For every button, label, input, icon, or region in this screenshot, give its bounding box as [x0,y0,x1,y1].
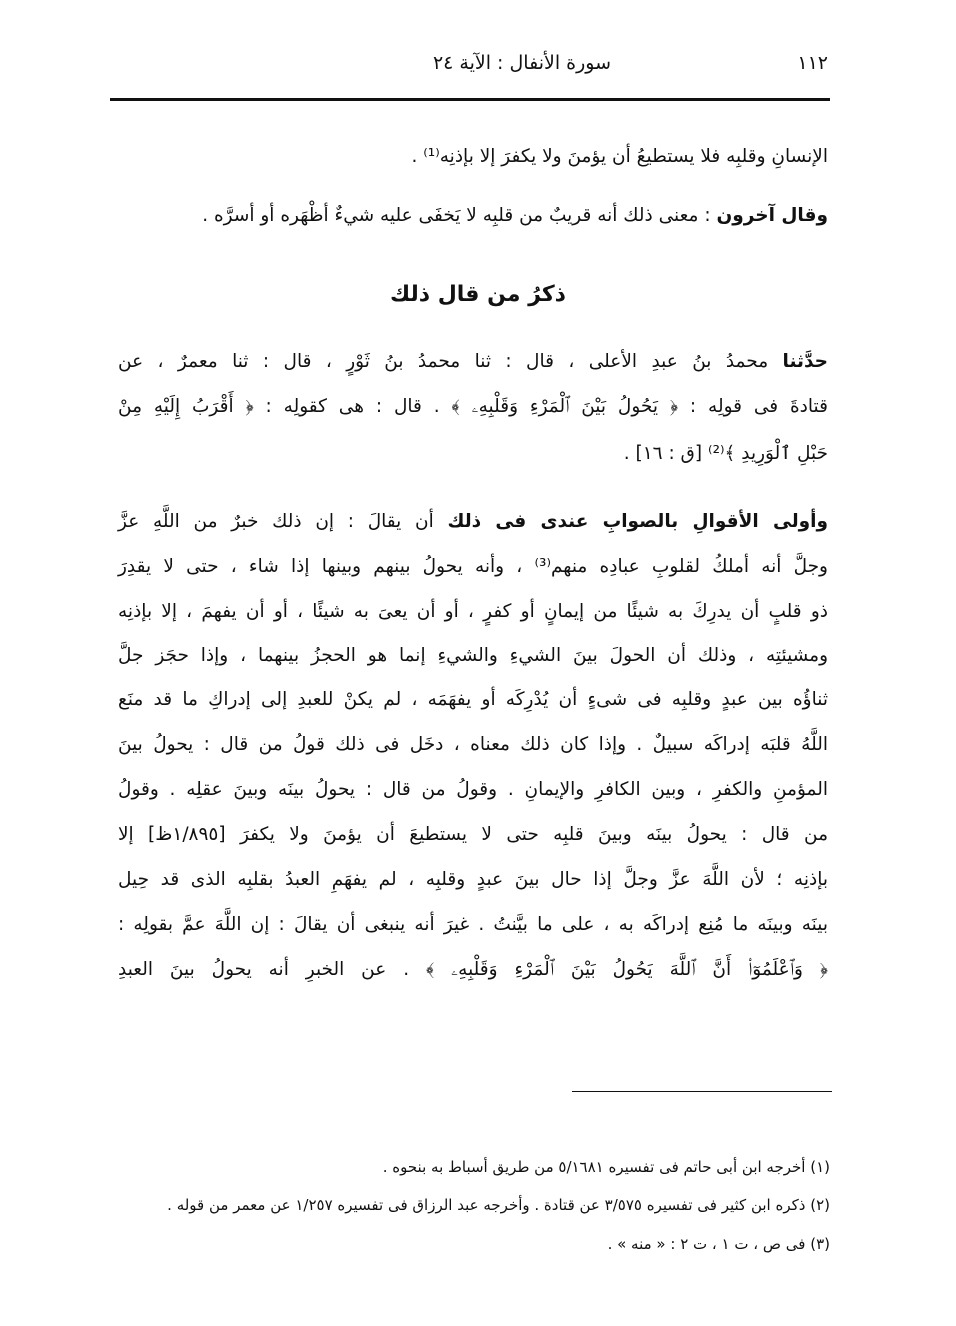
text-line [118,731,828,759]
page-number: ١١٢ [797,52,828,74]
text-line [118,911,828,939]
header-rule [110,98,830,101]
text-line [118,598,828,626]
text-line [118,776,828,804]
line-text: بينَه وبينَه ما مُنِع إدراكَه به ، على ما بيَّنتُ . غيرَ أنه ينبغى أن يقالَ : إن اللَّهَ عمَّ بقولِه : [118,914,828,935]
running-title: سورة الأنفال : الآية ٢٤ [432,52,611,74]
text-line [118,348,828,376]
line-text: ثناؤُه بين عبدٍ وقلبِه فى شىءٍ أن يُدْرِكَه أو يفهَمَه ، لم يكنْ للعبدِ إلى إدراكِ ما قد منَع [118,689,828,710]
text-line [118,956,828,984]
text-line [118,508,828,536]
text-line [118,821,828,849]
text-line [118,202,828,230]
line-text: ﴿ وَٱعْلَمُوٓا۟ أَنَّ ٱللَّهَ يَحُولُ بَيْنَ ٱلْمَرْءِ وَقَلْبِهِۦ ﴾ . عن الخبرِ أنه يحولُ بينَ العبدِ [118,959,828,980]
text-line [118,393,828,421]
line-text: قتادةَ فى قولِه : ﴿ يَحُولُ بَيْنَ ٱلْمَرْءِ وَقَلْبِهِۦ ﴾ . قال : هى كقولِه : ﴿ أَقْرَبُ إِلَيْهِ مِنْ [118,396,828,417]
footnote: (٣) فى ص ، ت ١ ، ت ٢ : « منه » . [607,1235,830,1253]
line-text: حَبْلِ ٱلْوَرِيدِ ﴾⁽²⁾ [ق : ١٦] . [623,443,828,464]
line-text: اللَّهُ قلبَه إدراكَه سبيلٌ . وإذا كان ذلك معناه ، دخَل فى ذلك قولُ من قال : يحولُ بينَ [118,734,828,755]
text-line [118,553,828,581]
line-text: من قال : يحولُ بينَه وبينَ قلبِه حتى لا يستطيعَ أن يؤمنَ ولا يكفرَ [١/٨٩٥ظ] إلا [118,824,828,845]
footnote-rule [572,1091,832,1092]
line-text: أن يقالَ : إن ذلك خبرٌ من اللَّهِ عزَّ [118,511,448,532]
line-text: المؤمنِ والكفرِ ، وبين الكافرِ والإيمانِ . وقولُ من قال : يحولُ بينَه وبينَ عقلِه . وقولُ [118,779,828,800]
text-line [118,143,828,171]
footnote: (١) أخرجه ابن أبى حاتم فى تفسيره ٥/١٦٨١ من طريق أسباط به بنحوه . [382,1158,830,1176]
line-text: الإنسانِ وقلبِه فلا يستطيعُ أن يؤمنَ ولا يكفرَ إلا بإذنِه⁽¹⁾ . [411,146,828,167]
footnote: (٢) ذكره ابن كثير فى تفسيره ٣/٥٧٥ عن قتادة . وأخرجه عبد الرزاق فى تفسيره ١/٢٥٧ عن معمر من قوله . [167,1196,830,1214]
line-text: ذو قلبٍ أن يدرِكَ به شيئًا من إيمانٍ أو كفرٍ ، أو أن يعىَ به شيئًا ، أو أن يفهمَ ، إلا بإذنِه [118,601,828,622]
line-text: ومشيئتِه ، وذلك أن الحولَ بينَ الشيءِ والشيءِ إنما هو الحجزُ بينهما ، وإذا حجَز جلَّ [118,645,828,666]
line-text: وجلَّ أنه أملكُ لقلوبِ عبادِه منهم⁽³⁾ ، وأنه يحولُ بينهم وبينها إذا شاء ، حتى لا يقدِرَ [118,556,828,577]
text-line [118,866,828,894]
bold-lead: وأولى الأقوالِ بالصوابِ عندى فى ذلك [447,511,828,532]
text-line [118,686,828,714]
text-line [118,642,828,670]
line-text: بإذنِه ؛ لأن اللَّهَ عزَّ وجلَّ إذا حال بينَ عبدٍ وقلبِه ، لم يفهَمِ العبدُ بقلبِه الذى قد حِيل [118,869,828,890]
section-heading: ذكرُ من قال ذلك [390,282,566,307]
bold-lead: وقال آخرون [716,205,828,226]
line-text: محمدُ بنُ عبدِ الأعلى ، قال : ثنا محمدُ بنُ ثَوْرٍ ، قال : ثنا معمرٌ ، عن [118,351,783,372]
line-text: : معنى ذلك أنه قريبٌ من قلبِه لا يَخفَى عليه شيءٌ أظْهَره أو أسرَّه . [202,205,717,226]
text-line [118,440,828,468]
bold-lead: حدَّثنا [782,351,828,372]
